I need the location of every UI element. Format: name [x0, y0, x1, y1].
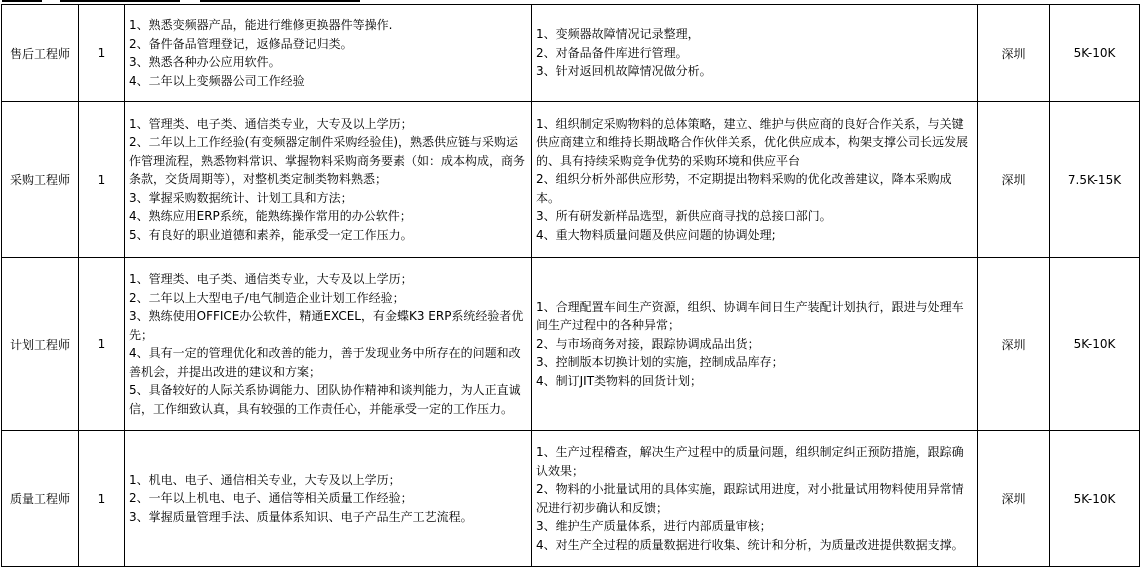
requirements-cell	[125, 258, 532, 431]
location-cell: 深圳	[978, 431, 1050, 567]
list-item: 5、有良好的职业道德和素养，能承受一定工作压力。	[129, 227, 413, 242]
list-item: 4、重大物料质量问题及供应问题的协调处理;	[536, 227, 776, 242]
list-item: 2、组织分析外部供应形势，不定期提出物料采购的优化改善建议，降本采购成本。	[536, 172, 952, 205]
salary-cell: 5K-10K	[1050, 258, 1140, 431]
location-cell: 深圳	[978, 5, 1050, 102]
position-cell: 售后工程师	[2, 5, 79, 102]
count-cell: 1	[79, 258, 125, 431]
list-item: 3、所有研发新样品选型，新供应商寻找的总接口部门。	[536, 209, 832, 224]
list-item: 1、管理类、电子类、通信类专业，大专及以上学历；	[129, 272, 413, 286]
list-item: 4、制订JIT类物料的回货计划；	[536, 373, 703, 388]
count-cell: 1	[79, 5, 125, 102]
list-item: 5、具备较好的人际关系协调能力、团队协作精神和谈判能力，为人正直诚信，工作细致认真，具有较强的工作责任心，并能承受一定的工作压力。	[129, 383, 521, 416]
list-item: 2、二年以上大型电子/电气制造企业计划工作经验；	[129, 290, 405, 305]
list-item: 4、对生产全过程的质量数据进行收集、统计和分析，为质量改进提供数据支撑。	[536, 537, 964, 552]
requirements-cell	[125, 5, 532, 102]
list-item: 3、掌握质量管理手法、质量体系知识、电子产品生产工艺流程。	[129, 509, 473, 524]
salary-cell: 7.5K-15K	[1050, 102, 1140, 258]
list-item: 4、二年以上变频器公司工作经验	[129, 73, 305, 88]
list-item: 1、管理类、电子类、通信类专业，大专及以上学历；	[129, 116, 413, 131]
position-cell: 计划工程师	[2, 258, 79, 431]
count-cell: 1	[79, 431, 125, 567]
list-item: 2、备件备品管理登记，返修品登记归类。	[129, 36, 353, 51]
table-row	[2, 258, 1140, 431]
duties-cell	[532, 258, 978, 431]
list-item: 4、具有一定的管理优化和改善的能力，善于发现业务中所存在的问题和改善机会，并提出改进的建议和方案；	[129, 346, 521, 379]
list-item: 1、变频器故障情况记录整理，	[536, 27, 700, 42]
list-item: 3、维护生产质量体系，进行内部质量审核；	[536, 519, 772, 533]
salary-cell: 5K-10K	[1050, 5, 1140, 102]
requirements-cell	[125, 102, 532, 258]
list-item: 1、组织制定采购物料的总体策略，建立、维护与供应商的良好合作关系，与关键供应商建立和维持长期战略合作伙伴关系，优化供应成本，构架支撑公司长远发展的、具有持续采购竞争优势的采购环境和供应平台	[536, 116, 969, 168]
duties-cell	[532, 5, 978, 102]
list-item: 3、控制版本切换计划的实施，控制成品库存；	[536, 355, 784, 370]
table-row	[2, 5, 1140, 102]
list-item: 2、一年以上机电、电子、通信等相关质量工作经验；	[129, 491, 413, 506]
list-item: 2、二年以上工作经验(有变频器定制件采购经验佳)，熟悉供应链与采购运作管理流程，熟悉物料常识、掌握物料采购商务要素（如：成本构成，商务条款，交货周期等），对整机类定制类物料熟悉；	[129, 135, 526, 187]
list-item: 3、熟悉各种办公应用软件。	[129, 55, 281, 69]
list-item: 3、熟练使用OFFICE办公软件，精通EXCEL，有金蝶K3 ERP系统经验者优先；	[129, 309, 524, 342]
table-row	[2, 102, 1140, 258]
list-item: 1、机电、电子、通信相关专业，大专及以上学历；	[129, 472, 401, 487]
list-item: 1、生产过程稽查，解决生产过程中的质量问题，组织制定纠正预防措施，跟踪确认效果；	[536, 445, 964, 478]
job-table	[1, 4, 1140, 567]
list-item: 4、熟练应用ERP系统，能熟练操作常用的办公软件；	[129, 209, 412, 224]
requirements-cell	[125, 431, 532, 567]
list-item: 2、与市场商务对接，跟踪协调成品出货；	[536, 336, 760, 351]
list-item: 2、对备品备件库进行管理。	[536, 45, 688, 60]
count-cell: 1	[79, 102, 125, 258]
duties-cell	[532, 102, 978, 258]
location-cell: 深圳	[978, 258, 1050, 431]
list-item: 1、合理配置车间生产资源，组织、协调车间日生产装配计划执行，跟进与处理车间生产过程中的各种异常；	[536, 299, 964, 333]
list-item: 1、熟悉变频器产品，能进行维修更换器件等操作.	[129, 18, 393, 32]
list-item: 3、掌握采购数据统计、计划工具和方法；	[129, 190, 353, 205]
location-cell: 深圳	[978, 102, 1050, 258]
duties-cell	[532, 431, 978, 567]
position-cell: 采购工程师	[2, 102, 79, 258]
salary-cell: 5K-10K	[1050, 431, 1140, 567]
list-item: 2、物料的小批量试用的具体实施，跟踪试用进度，对小批量试用物料使用异常情况进行初步确认和反馈；	[536, 482, 964, 515]
table-row	[2, 431, 1140, 567]
position-cell: 质量工程师	[2, 431, 79, 567]
list-item: 3、针对返回机故障情况做分析。	[536, 64, 712, 79]
